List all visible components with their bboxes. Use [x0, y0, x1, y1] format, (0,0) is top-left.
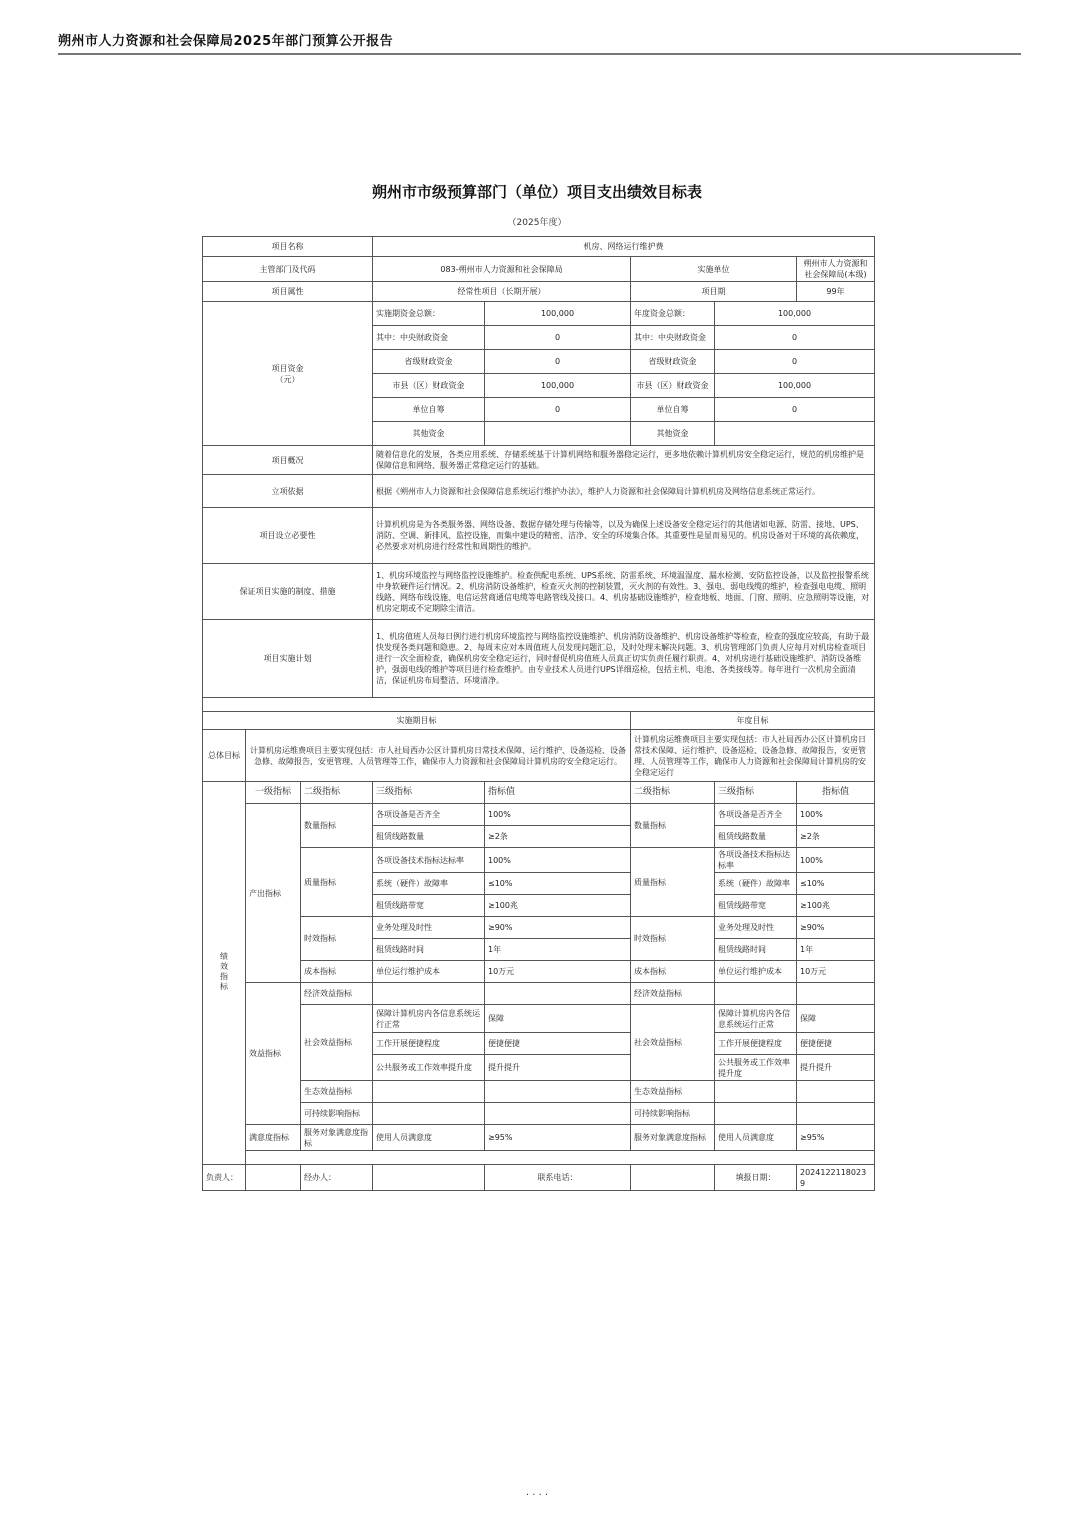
column-header: 三级指标: [715, 782, 797, 804]
l3-cell: 系统（硬件）故障率: [373, 873, 485, 895]
funds-value: 100,000: [485, 374, 631, 398]
owner-value: [246, 1165, 301, 1191]
value-cell: 10万元: [797, 961, 875, 983]
handler-value: [373, 1165, 485, 1191]
l1-effect: 效益指标: [246, 983, 301, 1125]
l3-cell: 公共服务或工作效率提升度: [715, 1055, 797, 1081]
project-name: 机房、网络运行维护费: [373, 237, 875, 257]
l3-cell: 系统（硬件）故障率: [715, 873, 797, 895]
indicator-row: [203, 1081, 875, 1103]
l2-ecological: 生态效益指标: [301, 1081, 373, 1103]
funds-value: 100,000: [485, 302, 631, 326]
row-necessity: [203, 508, 875, 564]
l2-cost: 成本指标: [301, 961, 373, 983]
l1-satisfaction: 满意度指标: [246, 1125, 301, 1151]
row-target-headers: [203, 712, 875, 730]
value-cell: ≥2条: [485, 826, 631, 848]
annual-target-text: 计算机房运维费项目主要实现包括：市人社局西办公区计算机房日常技术保障、运行维护、设备巡检、设备急修、故障报告，安更管理、人员管理等工作，确保市人力资源和社会保障局计算机房的安全稳定运行: [631, 730, 875, 782]
value-cell: ≤10%: [797, 873, 875, 895]
label-cell: 项目设立必要性: [203, 508, 373, 564]
value-cell: ≥2条: [797, 826, 875, 848]
label-cell: 项目期: [631, 282, 797, 302]
impl-target-text: 计算机房运维费项目主要实现包括：市人社局西办公区计算机房日常技术保障、运行维护、设备巡检、设备急修、故障报告，安更管理、人员管理等工作，确保市人力资源和社会保障局计算机房的安全稳定运行。: [246, 730, 631, 782]
l3-cell: 租赁线路数量: [715, 826, 797, 848]
column-header: 一级指标: [246, 782, 301, 804]
impl-target-header: 实施期目标: [203, 712, 631, 730]
row-indicator-headers: [203, 782, 875, 804]
l2-quality: 质量指标: [631, 848, 715, 917]
funds-value: 100,000: [715, 302, 875, 326]
funds-value: 0: [715, 398, 875, 422]
l3-cell: 公共服务或工作效率提升度: [373, 1055, 485, 1081]
column-header: 指标值: [797, 782, 875, 804]
indicator-row: [203, 961, 875, 983]
value-cell: 1年: [797, 939, 875, 961]
indicator-row: [203, 983, 875, 1005]
funds-item: 省级财政资金: [373, 350, 485, 374]
value-cell: ≥95%: [485, 1125, 631, 1151]
l3-cell: 工作开展便捷程度: [715, 1033, 797, 1055]
l2-economic: 经济效益指标: [631, 983, 715, 1005]
funds-item: 年度资金总额：: [631, 302, 715, 326]
value-cell: 100%: [797, 848, 875, 873]
perf-indicator-label: [203, 782, 246, 1165]
funds-item: 其中：中央财政资金: [631, 326, 715, 350]
funds-value: 0: [485, 326, 631, 350]
value-cell: 100%: [485, 848, 631, 873]
funds-value: [715, 422, 875, 446]
funds-value: 0: [715, 326, 875, 350]
l3-cell: 工作开展便捷程度: [373, 1033, 485, 1055]
header-divider: [58, 53, 1021, 55]
funds-item: 其他资金: [373, 422, 485, 446]
l2-social: 社会效益指标: [301, 1005, 373, 1081]
l3-cell: 保障计算机房内各信息系统运行正常: [373, 1005, 485, 1033]
l2-quantity: 数量指标: [301, 804, 373, 848]
row-department: [203, 257, 875, 282]
funds-value: 0: [715, 350, 875, 374]
indicator-row: [203, 848, 875, 873]
value-cell: 保障: [797, 1005, 875, 1033]
measures-text: 1、机房环境监控与网络监控设施维护。检查供配电系统、UPS系统、防雷系统、环境温湿度、漏水检测、安防监控设备，以及监控报警系统中身软硬件运行情况。2、机房消防设备维护，检查灭火剂的控制装置，灭火剂的有效性。3、强电、弱电线缆的维护，检查强电电缆、照明线路、网络布线设施、电信运营商通信电缆等电路管线及接口。4、机房基础设施维护，检查地板、地面、门窗、照明、应急照明等设施，对机房定期或不定期除尘清洁。: [373, 564, 875, 620]
funds-value: [485, 422, 631, 446]
funds-item: 实施期资金总额：: [373, 302, 485, 326]
value-cell: 便捷便捷: [485, 1033, 631, 1055]
column-header: 指标值: [485, 782, 631, 804]
label-cell: 保证项目实施的制度、措施: [203, 564, 373, 620]
value-cell: ≥95%: [797, 1125, 875, 1151]
value-cell: 1年: [485, 939, 631, 961]
row-project-name: [203, 237, 875, 257]
date-label: 填报日期：: [715, 1165, 797, 1191]
l3-cell: 租赁线路时间: [373, 939, 485, 961]
funds-item: 市县（区）财政资金: [373, 374, 485, 398]
indicator-row: [203, 1103, 875, 1125]
spacer-row: [203, 698, 875, 712]
label-cell: 项目实施计划: [203, 620, 373, 698]
l2-service-satisfaction: 服务对象满意度指标: [301, 1125, 373, 1151]
l3-cell: 单位运行维护成本: [373, 961, 485, 983]
l3-cell: 各项设备技术指标达标率: [373, 848, 485, 873]
attribute-value: 经常性项目（长期开展）: [373, 282, 631, 302]
l2-quantity: 数量指标: [631, 804, 715, 848]
l2-timeliness: 时效指标: [301, 917, 373, 961]
period-value: 99年: [797, 282, 875, 302]
plan-text: 1、机房值班人员每日例行进行机房环境监控与网络监控设施维护、机房消防设备维护、机房设备维护等检查，检查的强度应较高，有助于最快发现各类问题和隐患。2、每周末应对本周值班人员发现问题汇总，及时处理未解决问题。3、机房管理部门负责人应每月对机房检查项目进行一次全面检查，确保机房安全稳定运行，同时督促机房值班人员真正切实负责任履行职责。4、对机房进行基础设施维护、消防设备维护，强弱电线的维护等项目进行检查维护。由专业技术人员进行UPS详细巡检，包括主机、电池、各类接线等。每年进行一次机房全面清洁，保证机房布局整洁、环境清净。: [373, 620, 875, 698]
row-basis: [203, 475, 875, 508]
l2-service-satisfaction: 服务对象满意度指标: [631, 1125, 715, 1151]
value-cell: 100%: [485, 804, 631, 826]
row-plan: [203, 620, 875, 698]
funds-item: 单位自筹: [373, 398, 485, 422]
l2-sustainable: 可持续影响指标: [631, 1103, 715, 1125]
funds-value: 100,000: [715, 374, 875, 398]
l3-cell: 租赁线路时间: [715, 939, 797, 961]
indicator-row: [203, 1125, 875, 1151]
l2-ecological: 生态效益指标: [631, 1081, 715, 1103]
phone-value: [631, 1165, 715, 1191]
overall-target-label: 总体目标: [203, 730, 246, 782]
performance-target-table: [202, 236, 875, 1191]
column-header: 二级指标: [301, 782, 373, 804]
perf-indicator-text: 绩效指标: [219, 951, 229, 992]
department-value: 083-朔州市人力资源和社会保障局: [373, 257, 631, 282]
funds-item: 其他资金: [631, 422, 715, 446]
overview-text: 随着信息化的发展，各类应用系统、存储系统基于计算机网络和服务器稳定运行，更多地依赖计算机机房安全稳定运行，规范的机房维护是保障信息和网络、服务器正常稳定运行的基础。: [373, 446, 875, 475]
l3-cell: 租赁线路数量: [373, 826, 485, 848]
value-cell: ≥90%: [797, 917, 875, 939]
row-overall-target: [203, 730, 875, 782]
row-measures: [203, 564, 875, 620]
indicator-row: [203, 917, 875, 939]
l3-cell: 业务处理及时性: [373, 917, 485, 939]
indicator-row: [203, 804, 875, 826]
label-cell: 立项依据: [203, 475, 373, 508]
funds-item: 省级财政资金: [631, 350, 715, 374]
owner-label: 负责人：: [203, 1165, 246, 1191]
l3-cell: 各项设备技术指标达标率: [715, 848, 797, 873]
funds-item: 单位自筹: [631, 398, 715, 422]
l3-cell: 单位运行维护成本: [715, 961, 797, 983]
label-cell: 项目概况: [203, 446, 373, 475]
row-footer: [203, 1165, 875, 1191]
value-cell: ≤10%: [485, 873, 631, 895]
spacer-row: [203, 1151, 875, 1165]
page-title: 朔州市市级预算部门（单位）项目支出绩效目标表: [371, 183, 702, 201]
value-cell: ≥100兆: [797, 895, 875, 917]
l2-economic: 经济效益指标: [301, 983, 373, 1005]
date-value: 20241221180239: [797, 1165, 875, 1191]
value-cell: 提升提升: [797, 1055, 875, 1081]
l3-cell: 各项设备是否齐全: [373, 804, 485, 826]
unit-value: 朔州市人力资源和社会保障局(本级): [797, 257, 875, 282]
value-cell: 提升提升: [485, 1055, 631, 1081]
phone-label: 联系电话：: [485, 1165, 631, 1191]
label-cell: 实施单位: [631, 257, 797, 282]
funds-item: 其中：中央财政资金: [373, 326, 485, 350]
value-cell: ≥100兆: [485, 895, 631, 917]
page-header: 朔州市人力资源和社会保障局2025年部门预算公开报告: [58, 34, 394, 49]
funds-value: 0: [485, 398, 631, 422]
funds-row: [203, 302, 875, 326]
l3-cell: 租赁线路带宽: [373, 895, 485, 917]
column-header: 二级指标: [631, 782, 715, 804]
l2-cost: 成本指标: [631, 961, 715, 983]
value-cell: 便捷便捷: [797, 1033, 875, 1055]
value-cell: 100%: [797, 804, 875, 826]
value-cell: 10万元: [485, 961, 631, 983]
necessity-text: 计算机机房是为各类服务器、网络设备、数据存储处理与传输等，以及为确保上述设备安全稳定运行的其他诸如电源、防雷、接地、UPS、消防、空调、新排风、监控设施，而集中建设的精密、洁净、安全的环境集合体。其重要性是显而易见的。机房设备对于环境的高依赖度，必然要求对机房进行经常性和周期性的维护。: [373, 508, 875, 564]
annual-target-header: 年度目标: [631, 712, 875, 730]
funds-label: 项目资金 （元）: [203, 302, 373, 446]
l3-cell: 保障计算机房内各信息系统运行正常: [715, 1005, 797, 1033]
label-cell: 主管部门及代码: [203, 257, 373, 282]
l3-cell: 租赁线路带宽: [715, 895, 797, 917]
l3-cell: 业务处理及时性: [715, 917, 797, 939]
funds-value: 0: [485, 350, 631, 374]
l2-social: 社会效益指标: [631, 1005, 715, 1081]
indicator-row: [203, 1005, 875, 1033]
value-cell: 保障: [485, 1005, 631, 1033]
l3-cell: 各项设备是否齐全: [715, 804, 797, 826]
l2-quality: 质量指标: [301, 848, 373, 917]
page-number: · · · ·: [525, 1490, 549, 1501]
row-overview: [203, 446, 875, 475]
value-cell: ≥90%: [485, 917, 631, 939]
basis-text: 根据《朔州市人力资源和社会保障信息系统运行维护办法》，维护人力资源和社会保障局计算机机房及网络信息系统正常运行。: [373, 475, 875, 508]
l3-cell: 使用人员满意度: [373, 1125, 485, 1151]
l1-output: 产出指标: [246, 804, 301, 983]
label-cell: 项目属性: [203, 282, 373, 302]
column-header: 三级指标: [373, 782, 485, 804]
l2-sustainable: 可持续影响指标: [301, 1103, 373, 1125]
l3-cell: 使用人员满意度: [715, 1125, 797, 1151]
funds-item: 市县（区）财政资金: [631, 374, 715, 398]
fiscal-year: （2025年度）: [507, 218, 567, 228]
label-cell: 项目名称: [203, 237, 373, 257]
handler-label: 经办人：: [301, 1165, 373, 1191]
row-attribute: [203, 282, 875, 302]
l2-timeliness: 时效指标: [631, 917, 715, 961]
